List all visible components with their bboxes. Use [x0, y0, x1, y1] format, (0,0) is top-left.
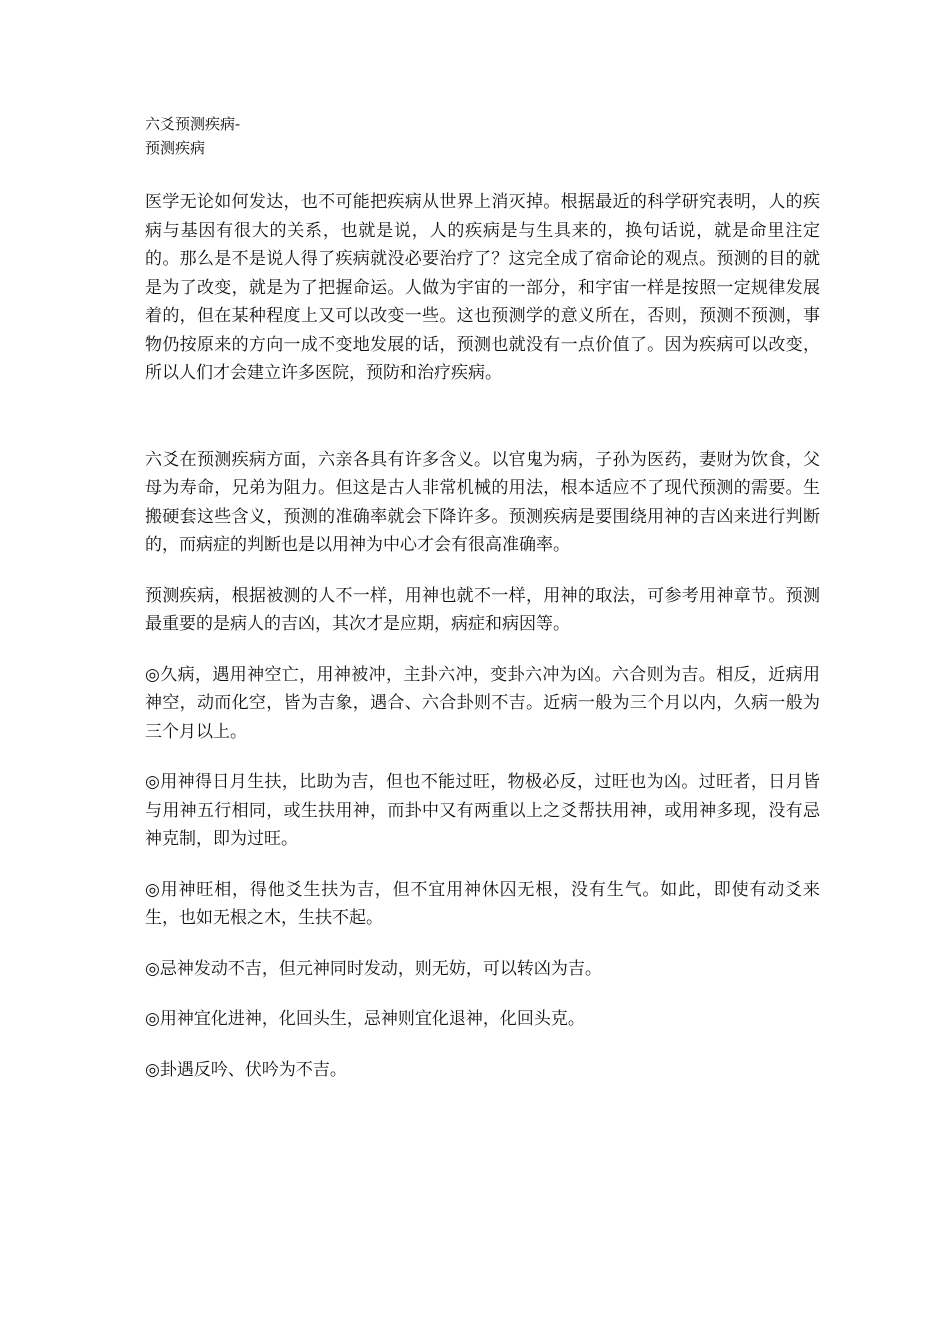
spacer	[145, 933, 820, 955]
paragraph-rule-2: ◎用神得日月生扶，比助为吉，但也不能过旺，物极必反，过旺也为凶。过旺者，日月皆与用神五行相同，或生扶用神，而卦中又有两重以上之爻帮扶用神，或用神多现，没有忌神克制，即为过旺。	[145, 772, 820, 849]
paragraph-rule-5: ◎用神宜化进神，化回头生，忌神则宜化退神，化回头克。	[145, 1009, 585, 1029]
spacer	[145, 983, 820, 1005]
paragraph-rule-3: ◎用神旺相，得他爻生扶为吉，但不宜用神休囚无根，没有生气。如此，即使有动爻来生，也如无根之木，生扶不起。	[145, 879, 820, 928]
spacer	[145, 746, 820, 768]
spacer	[145, 639, 820, 661]
spacer	[145, 1034, 820, 1056]
spacer	[145, 160, 820, 188]
paragraph-intro: 医学无论如何发达，也不可能把疾病从世界上消灭掉。根据最近的科学研究表明，人的疾病与基因有很大的关系，也就是说，人的疾病是与生具来的，换句话说，就是命里注定的。那么是不是说人得了疾病就没必要治疗了？这完全成了宿命论的观点。预测的目的就是为了改变，就是为了把握命运。人做为宇宙的一部分，和宇宙一样是按照一定规律发展着的，但在某种程度上又可以改变一些。这也预测学的意义所在，否则，预测不预测，事物仍按原来的方向一成不变地发展的话，预测也就没有一点价值了。因为疾病可以改变，所以人们才会建立许多医院，预防和治疗疾病。	[145, 192, 820, 383]
paragraph-rule-6: ◎卦遇反吟、伏吟为不吉。	[145, 1059, 347, 1080]
spacer	[145, 560, 820, 582]
document-subtitle: 预测疾病	[145, 139, 206, 157]
spacer	[145, 854, 820, 876]
paragraph-liuqin: 六爻在预测疾病方面，六亲各具有许多含义。以官鬼为病，子孙为医药，妻财为饮食，父母为寿命，兄弟为阻力。但这是古人非常机械的用法，根本适应不了现代预测的需要。生搬硬套这些含义，预测的准确率就会下降许多。预测疾病是要围绕用神的吉凶来进行判断的，而病症的判断也是以用神为中心才会有很高准确率。	[145, 449, 820, 555]
paragraph-rule-4: ◎忌神发动不吉，但元神同时发动，则无妨，可以转凶为吉。	[145, 958, 602, 979]
spacer	[145, 388, 820, 446]
document-page	[145, 112, 820, 1084]
paragraph-rule-1: ◎久病，遇用神空亡，用神被冲，主卦六冲，变卦六冲为凶。六合则为吉。相反，近病用神空，动而化空，皆为吉象，遇合、六合卦则不吉。近病一般为三个月以内，久病一般为三个月以上。	[145, 664, 820, 742]
paragraph-yongshen: 预测疾病，根据被测的人不一样，用神也就不一样，用神的取法，可参考用神章节。预测最重要的是病人的吉凶，其次才是应期，病症和病因等。	[145, 585, 820, 634]
document-title: 六爻预测疾病-	[145, 115, 241, 133]
